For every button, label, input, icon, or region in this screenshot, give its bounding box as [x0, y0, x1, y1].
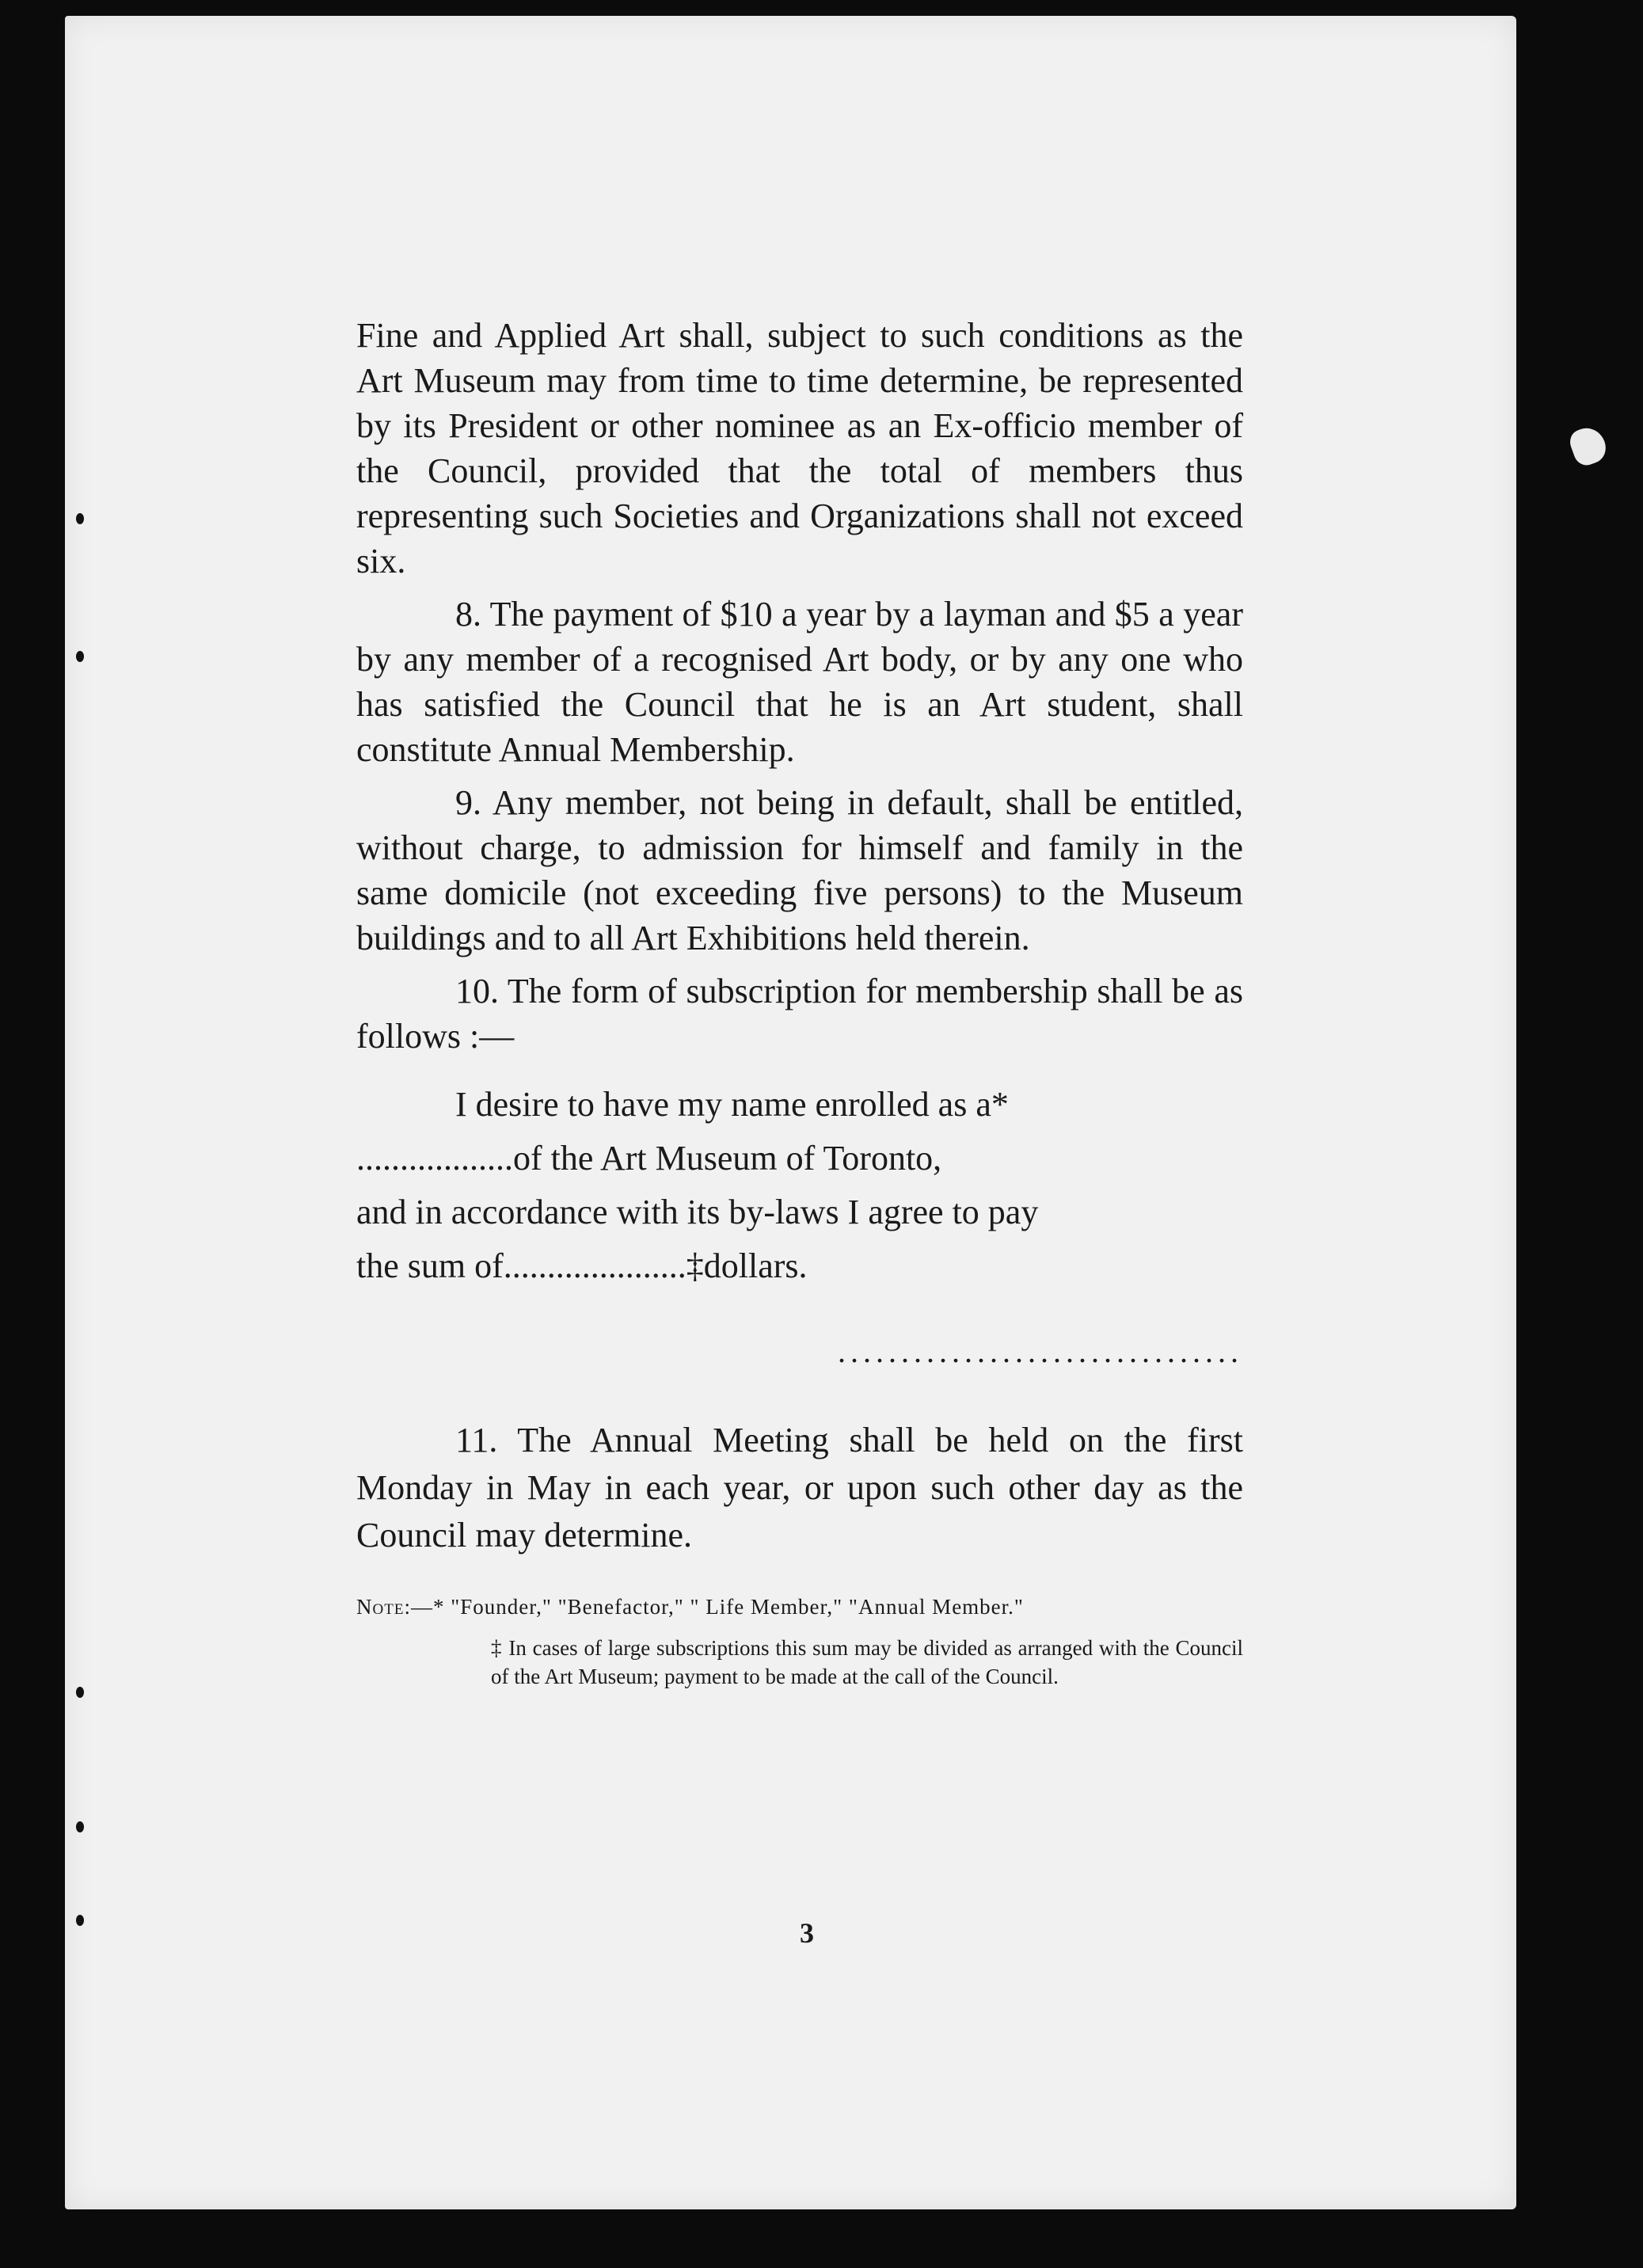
paragraph-10: 10. The form of subscription for membership shall be as follows :—	[356, 972, 1243, 1056]
paragraph-7-continued: Fine and Applied Art shall, subject to such conditions as the Art Museum may from time to time determine, be represented by its President or other nominee as an Ex-officio member of the Council, provided that the total of members thus representing such Societies and Organizations shall not exceed six.	[356, 316, 1243, 580]
footnote	[356, 1593, 1243, 1621]
form-line: ..................of the Art Museum of Toronto,	[356, 1139, 942, 1178]
paper-speck	[1566, 423, 1610, 469]
binding-mark	[76, 1915, 84, 1926]
paragraph-9: 9. Any member, not being in default, shall be entitled, without charge, to admission for himself and family in the same domicile (not exceeding five persons) to the Museum buildings and to all Art Exhibitions held therein.	[356, 783, 1243, 957]
footnote-dagger: ‡ In cases of large subscriptions this sum may be divided as arranged with the Council of the Art Museum; payment to be made at the call of the Council.	[491, 1636, 1243, 1688]
form-line: the sum of.....................‡dollars.	[356, 1246, 808, 1285]
binding-mark	[76, 1821, 84, 1832]
form-line: and in accordance with its by-laws I agree to pay	[356, 1193, 1039, 1231]
note-heading: Note	[356, 1595, 405, 1619]
page-number: 3	[800, 1917, 814, 1949]
binding-mark	[76, 651, 84, 662]
signature-line: ................................	[838, 1334, 1243, 1369]
subscription-form	[356, 1078, 1243, 1379]
paragraph-11: 11. The Annual Meeting shall be held on the first Monday in May in each year, or upon such other day as the Council may determine.	[356, 1421, 1243, 1554]
paragraph-8: 8. The payment of $10 a year by a layman and $5 a year by any member of a recognised Art body, or by any one who has satisfied the Council that he is an Art student, shall constitute Annual Membership.	[356, 595, 1243, 769]
binding-mark	[76, 1687, 84, 1698]
form-line: I desire to have my name enrolled as a*	[455, 1085, 1009, 1124]
note-text: :—* "Founder," "Benefactor," " Life Member," "Annual Member."	[404, 1595, 1024, 1619]
document-body	[356, 313, 1243, 1691]
binding-mark	[76, 513, 84, 524]
